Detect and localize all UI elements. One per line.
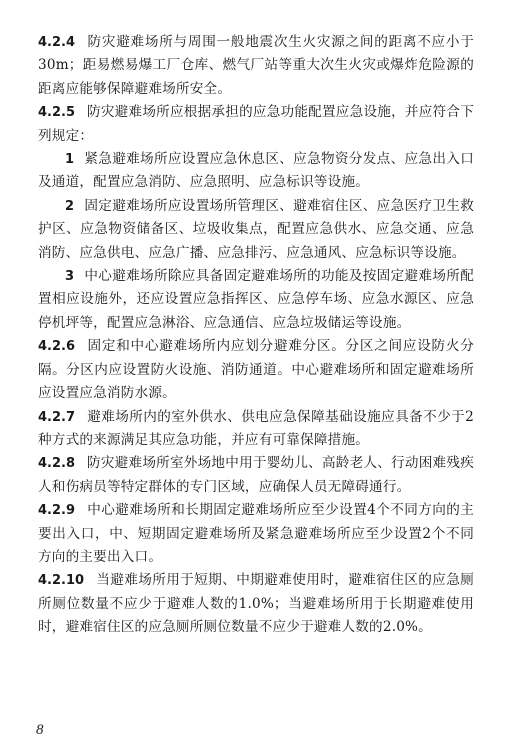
clause-text: 固定和中心避难场所内应划分避难分区。分区之间应设防火分隔。分区内应设置防火设施、消防通道。中心避难场所和固定避难场所应设置应急消防水源。: [38, 338, 474, 402]
page-number: 8: [36, 722, 44, 738]
clause-4-2-7: [38, 406, 474, 453]
clause-text: 当避难场所用于短期、中期避难使用时，避难宿住区的应急厕所厕位数量不应少于避难人数的1.0%；当避难场所用于长期避难使用时，避难宿住区的应急厕所厕位数量不应少于避难人数的2.0%。: [38, 572, 474, 636]
clause-4-2-5-item-2: [38, 195, 474, 265]
clause-4-2-5-item-1: [38, 148, 474, 195]
item-number: 1: [65, 152, 75, 168]
clause-4-2-5: [38, 101, 474, 148]
clause-text: 中心避难场所和长期固定避难场所应至少设置4个不同方向的主要出入口，中、短期固定避难场所及紧急避难场所应至少设置2个不同方向的主要出入口。: [38, 502, 474, 565]
clause-number: 4.2.9: [38, 503, 76, 519]
clause-text: 防灾避难场所室外场地中用于婴幼儿、高龄老人、行动困难残疾人和伤病员等特定群体的专门区域，应确保人员无障碍通行。: [38, 455, 474, 495]
clause-text: 防灾避难场所应根据承担的应急功能配置应急设施，并应符合下列规定：: [38, 104, 474, 144]
document-body: [38, 31, 474, 640]
item-number: 2: [65, 198, 75, 214]
clause-number: 4.2.4: [38, 35, 76, 50]
clause-4-2-5-item-3: [38, 265, 474, 335]
item-text: 固定避难场所应设置场所管理区、避难宿住区、应急医疗卫生救护区、应急物资储备区、垃圾收集点，配置应急供水、应急交通、应急消防、应急供电、应急广播、应急排污、应急通风、应急标识等设施。: [38, 197, 474, 261]
item-text: 紧急避难场所应设置应急休息区、应急物资分发点、应急出入口及通道，配置应急消防、应急照明、应急标识等设施。: [38, 151, 474, 191]
clause-number: 4.2.5: [38, 105, 76, 121]
clause-4-2-6: [38, 335, 474, 405]
clause-4-2-9: [38, 499, 474, 569]
item-text: 中心避难场所除应具备固定避难场所的功能及按固定避难场所配置相应设施外，还应设置应急指挥区、应急停车场、应急水源区、应急停机坪等，配置应急淋浴、应急通信、应急垃圾储运等设施。: [38, 268, 474, 331]
clause-text: 防灾避难场所与周围一般地震次生火灾源之间的距离不应小于30m；距易燃易爆工厂仓库、燃气厂站等重大次生火灾或爆炸危险源的距离应能够保障避难场所安全。: [38, 34, 474, 97]
clause-4-2-10: [38, 569, 474, 639]
clause-number: 4.2.6: [38, 339, 76, 355]
clause-text: 避难场所内的室外供水、供电应急保障基础设施应具备不少于2种方式的来源满足其应急功能，并应有可靠保障措施。: [38, 408, 474, 448]
clause-4-2-4: [38, 31, 474, 101]
clause-4-2-8: [38, 452, 474, 499]
clause-number: 4.2.7: [38, 409, 76, 425]
clause-number: 4.2.10: [38, 573, 85, 589]
item-number: 3: [65, 269, 75, 285]
clause-number: 4.2.8: [38, 456, 76, 472]
